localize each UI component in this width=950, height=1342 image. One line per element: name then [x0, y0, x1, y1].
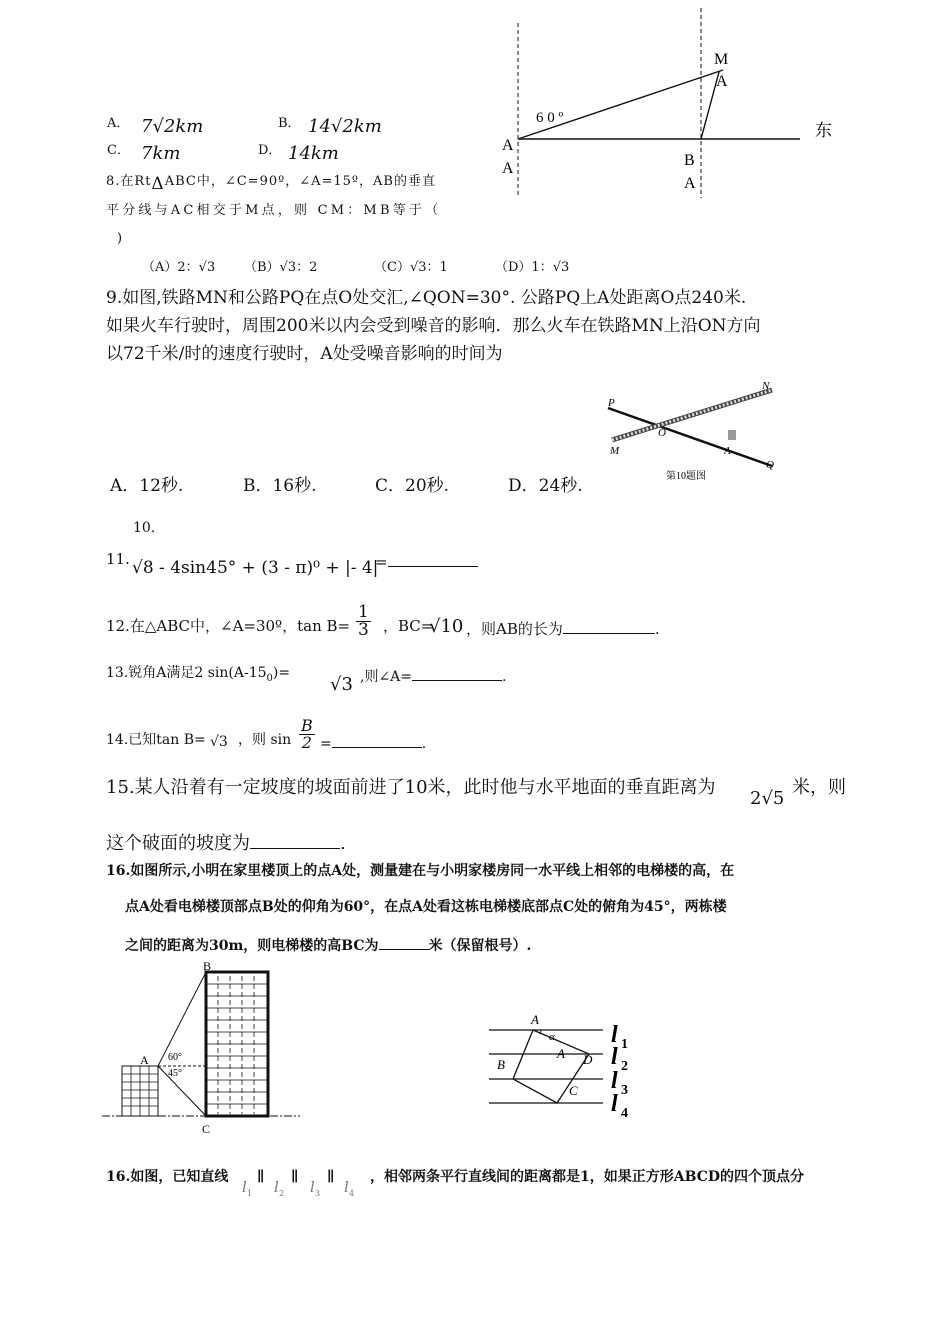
- label-a: A: [140, 1053, 149, 1067]
- q14-frac-num: B: [301, 716, 313, 735]
- label-a: A: [724, 445, 731, 457]
- sight-line-ac: [158, 1066, 206, 1116]
- label-a-2: A: [557, 1046, 565, 1061]
- q15-value: 2√5: [750, 788, 785, 809]
- q13-prefix: 13.锐角A满足2 sin(A-15: [106, 665, 267, 681]
- q7-option-a-label: A．: [107, 116, 130, 131]
- label-b-a: A: [684, 175, 696, 192]
- q7-option-c-value: 7km: [141, 143, 181, 164]
- q13-post-text: ,则∠A=: [360, 669, 413, 685]
- q11-label: 11.: [106, 550, 130, 568]
- q16b-l3-sub: 3: [315, 1189, 321, 1198]
- q11-equals: [375, 552, 478, 570]
- label-l1-sub: 1: [621, 1037, 628, 1052]
- q12-post-text: ，则AB的长为: [466, 620, 563, 638]
- q13-sqrt3: √3: [330, 674, 353, 695]
- q16a-line3: [125, 935, 531, 953]
- q9-option-a: A．12秒.: [110, 476, 184, 496]
- q14-middle: ，则 sin: [238, 732, 292, 748]
- q12-sqrt10: √10: [429, 616, 464, 637]
- q9-line2: 如果火车行驶时，周围200米以内会受到噪音的影响．那么火车在铁路MN上沿ON方向: [106, 316, 761, 336]
- q15-end: .: [340, 833, 346, 854]
- q16a-line2: 点A处看电梯楼顶部点B处的仰角为60°，在点A处看这栋电梯楼底部点C处的俯角为45°，两栋楼: [125, 899, 727, 915]
- q14-equals: =: [320, 736, 332, 752]
- sight-line-ab: [158, 972, 206, 1066]
- segment-am: [518, 70, 723, 139]
- q9-railway-figure: [600, 378, 790, 484]
- label-b: B: [497, 1057, 505, 1072]
- label-l2-sub: 2: [621, 1059, 628, 1074]
- label-a-top: A: [716, 73, 728, 90]
- q16b-l2-sub: 2: [279, 1189, 285, 1198]
- q13-subscript: 0: [266, 673, 273, 684]
- q10-label: 10.: [133, 520, 156, 536]
- q16b-l2: l: [274, 1178, 279, 1196]
- q7-option-a-value: 7√2km: [141, 116, 204, 137]
- q8-line1-text-b: ABC中，∠C=90º，∠A=15º，AB的垂直: [164, 174, 436, 189]
- label-l3-sub: 3: [621, 1083, 628, 1098]
- q16b-parallel-3: ∥: [327, 1169, 335, 1185]
- q7-option-d-value: 14km: [288, 143, 339, 164]
- q14-sqrt3: √3: [210, 734, 228, 750]
- q12-answer-blank[interactable]: [563, 619, 655, 634]
- label-q: Q: [766, 459, 774, 471]
- q16a-answer-blank[interactable]: [379, 935, 429, 950]
- label-a: A: [531, 1012, 539, 1027]
- q13-end: .: [502, 669, 507, 685]
- q14-fraction: [299, 718, 315, 751]
- label-n: N: [762, 380, 770, 392]
- q16b-post: ，相邻两条平行直线间的距离都是1，如果正方形ABCD的四个顶点分: [370, 1169, 804, 1185]
- q16b-prefix: 16.如图，已知直线: [106, 1169, 229, 1185]
- label-c: C: [202, 1122, 211, 1136]
- q16a-buildings-figure: [100, 958, 310, 1138]
- label-m: M: [714, 51, 729, 68]
- q8-line1-text: 8.在Rt: [106, 174, 152, 189]
- q12-frac-den: 3: [358, 620, 369, 640]
- q14-frac-den: 2: [301, 733, 312, 752]
- q15-unit: 米，则: [792, 777, 846, 798]
- label-a-left-2: A: [502, 160, 514, 177]
- label-o: O: [658, 427, 666, 439]
- q8-line1: [106, 172, 436, 194]
- label-l4: l: [611, 1091, 618, 1117]
- label-a-left-1: A: [502, 137, 514, 154]
- q15-answer-blank[interactable]: [250, 834, 340, 849]
- q16b-l1: l: [242, 1178, 247, 1196]
- label-l1: l: [611, 1022, 618, 1048]
- q16b-l4-sub: 4: [349, 1189, 355, 1198]
- label-p: P: [608, 397, 615, 409]
- q7-option-d-label: D．: [258, 143, 282, 158]
- q16a-line3-text: 之间的距离为30m，则电梯楼的高BC为: [125, 938, 379, 954]
- q12-prefix: 12.在△ABC中，∠A=30º，tan B=: [106, 617, 351, 635]
- q7-option-b-value: 14√2km: [308, 116, 382, 137]
- q15-line1: 15.某人沿着有一定坡度的坡面前进了10米，此时他与水平地面的垂直距离为: [106, 777, 716, 798]
- q16b-parallel-1: ∥: [257, 1169, 265, 1185]
- q9-option-d: D．24秒.: [508, 476, 583, 496]
- q15-line2: [106, 834, 346, 853]
- q12-post: [466, 619, 660, 637]
- q9-line1: 9.如图,铁路MN和公路PQ在点O处交汇,∠QON=30°. 公路PQ上A处距离O点240米.: [106, 288, 747, 308]
- q8-option-b: （B）√3：2: [244, 260, 318, 275]
- label-l3: l: [611, 1068, 618, 1094]
- q14-answer-blank[interactable]: [332, 733, 422, 748]
- q16a-line1: 16.如图所示,小明在家里楼顶上的点A处，测量建在与小明家楼房同一水平线上相邻的电梯楼的高，在: [106, 863, 735, 879]
- q8-line2: 平分线与AC相交于M点，则 CM：MB等于（: [106, 203, 442, 218]
- label-l2: l: [611, 1044, 618, 1070]
- q14-answer: [320, 733, 426, 751]
- square-parallel-lines-figure: [485, 1008, 645, 1123]
- label-b: B: [684, 152, 695, 169]
- q11-expression: √8 - 4sin45° + (3 - π)⁰ + |- 4|: [132, 558, 379, 578]
- q12-frac-num: 1: [358, 602, 369, 622]
- q15-line2-text: 这个破面的坡度为: [106, 833, 250, 854]
- label-m: M: [610, 445, 620, 457]
- label-c: C: [569, 1083, 578, 1098]
- q16b-parallel-lines: [238, 1164, 368, 1204]
- label-l4-sub: 4: [621, 1106, 628, 1121]
- q7-direction-figure: [495, 8, 865, 203]
- q12-fraction: [356, 604, 371, 639]
- building-a-icon: [728, 430, 736, 440]
- q14-end: .: [421, 736, 427, 752]
- q12-middle: ，BC=: [383, 617, 434, 635]
- q8-option-c: （C）√3：1: [374, 260, 448, 275]
- q13-post: [360, 666, 506, 684]
- q11-equals-sign: =: [375, 553, 388, 571]
- q16b-l1-sub: 1: [247, 1189, 253, 1198]
- q16b-l3: l: [310, 1178, 315, 1196]
- figure-caption: 第10题图: [666, 471, 706, 482]
- label-b: B: [203, 959, 212, 973]
- q7-option-c-label: C．: [107, 143, 130, 158]
- label-angle-60: 6 0 º: [536, 110, 564, 126]
- label-45: 45°: [168, 1068, 182, 1079]
- q13-middle: )=: [272, 665, 291, 681]
- label-east: 东: [815, 121, 832, 140]
- q13-answer-blank[interactable]: [412, 666, 502, 681]
- q11-answer-blank[interactable]: [388, 552, 478, 567]
- q9-line3: 以72千米/时的速度行驶时，A处受噪音影响的时间为: [106, 344, 503, 364]
- q8-option-d: （D）1：√3: [495, 260, 570, 275]
- q16b-parallel-2: ∥: [291, 1169, 299, 1185]
- q16b-l4: l: [344, 1178, 349, 1196]
- q7-option-b-label: B．: [278, 116, 301, 131]
- q16a-line3-tail: 米（保留根号）.: [428, 938, 532, 954]
- q13-line: [106, 665, 291, 684]
- q8-option-a: （A）2：√3: [142, 260, 216, 275]
- label-d: D: [583, 1052, 593, 1067]
- label-alpha: α: [549, 1031, 555, 1043]
- q12-end: .: [654, 620, 660, 638]
- q8-line3: ): [117, 231, 123, 246]
- q9-option-b: B．16秒.: [243, 476, 317, 496]
- label-60: 60°: [168, 1052, 182, 1063]
- q8-delta-symbol: Δ: [151, 174, 165, 194]
- q14-prefix: 14.已知tan B=: [106, 732, 206, 748]
- q9-option-c: C．20秒.: [375, 476, 450, 496]
